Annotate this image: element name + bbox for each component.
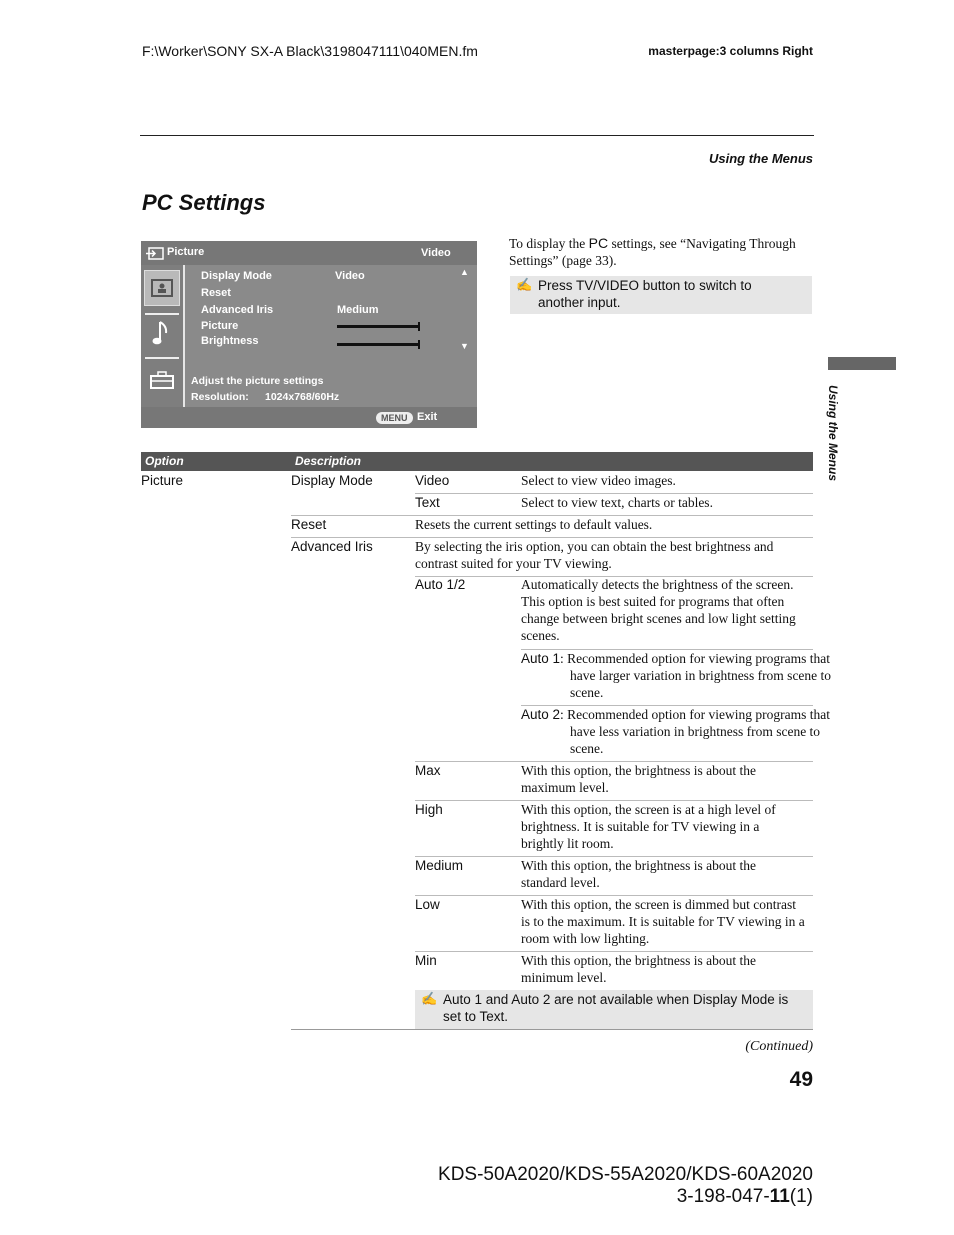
model-line: KDS-50A2020/KDS-55A2020/KDS-60A2020	[438, 1164, 813, 1185]
note-text: Auto 1 and Auto 2 are not available when Display Mode is set to Text.	[443, 992, 789, 1024]
note-box	[510, 276, 812, 314]
music-note-icon[interactable]	[151, 320, 173, 348]
max-label: Max	[415, 763, 441, 778]
pc-term: PC	[588, 235, 609, 251]
high-label: High	[415, 802, 443, 817]
osd-item-brightness[interactable]: Brightness	[201, 335, 259, 347]
reset-label: Reset	[291, 517, 327, 532]
section-title: PC Settings	[142, 190, 266, 215]
scroll-up-icon[interactable]: ▲	[460, 267, 469, 277]
osd-item-picture[interactable]: Picture	[201, 320, 239, 332]
osd-exit-label[interactable]: Exit	[417, 411, 438, 423]
osd-input-label: Video	[421, 247, 451, 259]
menu-button-icon[interactable]: MENU	[376, 412, 413, 424]
auto2-entry	[521, 706, 838, 757]
osd-help-text: Adjust the picture settings	[191, 375, 324, 387]
file-path: F:\Worker\SONY SX-A Black\3198047111\040MEN.fm	[142, 43, 478, 59]
auto1-desc: : Recommended option for viewing programs that have larger variation in brightness from scene to scene.	[560, 651, 832, 700]
reset-desc: Resets the current settings to default values.	[415, 517, 653, 532]
medium-label: Medium	[415, 858, 464, 873]
page-number: 49	[789, 1068, 813, 1091]
display-mode-video: Video	[415, 473, 450, 488]
running-head: Using the Menus	[708, 151, 813, 166]
auto2-label: Auto 2	[521, 707, 561, 722]
side-tab-label: Using the Menus	[826, 385, 840, 482]
note-pencil-icon: ✍	[421, 991, 438, 1006]
auto1-label: Auto 1	[521, 651, 561, 666]
osd-value-display-mode: Video	[335, 270, 365, 282]
osd-divider	[145, 313, 179, 315]
min-label: Min	[415, 953, 437, 968]
continued-label: (Continued)	[745, 1039, 813, 1054]
intro-paragraph: To display the PC settings, see “Navigating Through Settings” (page 33).	[509, 235, 796, 268]
input-icon	[146, 247, 164, 260]
col-option-header: Option	[145, 454, 184, 468]
table-bottom-rule	[291, 1029, 813, 1030]
min-desc: With this option, the brightness is about the minimum level.	[521, 953, 756, 985]
col-description-header: Description	[295, 454, 362, 468]
picture-slider[interactable]	[337, 325, 419, 328]
auto12-desc: Automatically detects the brightness of the screen. This option is best suited for programs that often change between bright scenes and low light setting scenes.	[521, 577, 796, 643]
osd-resolution-label: Resolution:	[191, 391, 249, 403]
high-desc: With this option, the screen is at a high level of brightness. It is suitable for TV viewing in a brightly lit room.	[521, 802, 776, 851]
table-header	[141, 452, 813, 471]
header-rule	[140, 135, 814, 136]
auto12-label: Auto 1/2	[415, 577, 466, 592]
low-desc: With this option, the screen is dimmed but contrast is to the maximum. It is suitable for TV viewing in a room with low lighting.	[521, 897, 805, 946]
osd-item-advanced-iris[interactable]: Advanced Iris	[201, 304, 274, 316]
model-info	[438, 1164, 813, 1208]
osd-item-display-mode[interactable]: Display Mode	[201, 270, 272, 282]
medium-desc: With this option, the brightness is about the standard level.	[521, 858, 756, 890]
osd-divider	[145, 357, 179, 359]
advanced-iris-desc: By selecting the iris option, you can obtain the best brightness and contrast suited for your TV viewing.	[415, 539, 774, 571]
note-text: Press TV/VIDEO button to switch to another input.	[538, 278, 752, 310]
osd-menu-title: Picture	[167, 246, 205, 258]
low-label: Low	[415, 897, 440, 912]
display-mode-video-desc: Select to view video images.	[521, 473, 676, 488]
display-mode-label: Display Mode	[291, 473, 373, 488]
option-picture: Picture	[141, 473, 184, 488]
document-code: 3-198-047-11(1)	[676, 1186, 813, 1207]
toolbox-icon[interactable]	[150, 371, 174, 389]
scroll-down-icon[interactable]: ▼	[460, 341, 469, 351]
display-mode-text: Text	[415, 495, 440, 510]
auto2-desc: : Recommended option for viewing programs that have less variation in brightness from scene to scene.	[560, 707, 830, 756]
auto1-entry	[521, 650, 838, 701]
max-desc: With this option, the brightness is about the maximum level.	[521, 763, 756, 795]
picture-icon[interactable]	[144, 270, 180, 306]
osd-value-advanced-iris: Medium	[337, 304, 379, 316]
advanced-iris-label: Advanced Iris	[291, 539, 373, 554]
masterpage-label: masterpage:3 columns Right	[648, 44, 813, 58]
brightness-slider[interactable]	[337, 343, 419, 346]
side-tab-marker	[828, 357, 896, 370]
osd-sidebar	[141, 265, 185, 407]
osd-item-reset[interactable]: Reset	[201, 287, 231, 299]
note-box	[415, 990, 813, 1029]
osd-resolution-value: 1024x768/60Hz	[265, 391, 340, 403]
osd-screen	[141, 241, 477, 428]
side-tab	[825, 385, 841, 495]
note-pencil-icon: ✍	[516, 277, 533, 292]
display-mode-text-desc: Select to view text, charts or tables.	[521, 495, 713, 510]
